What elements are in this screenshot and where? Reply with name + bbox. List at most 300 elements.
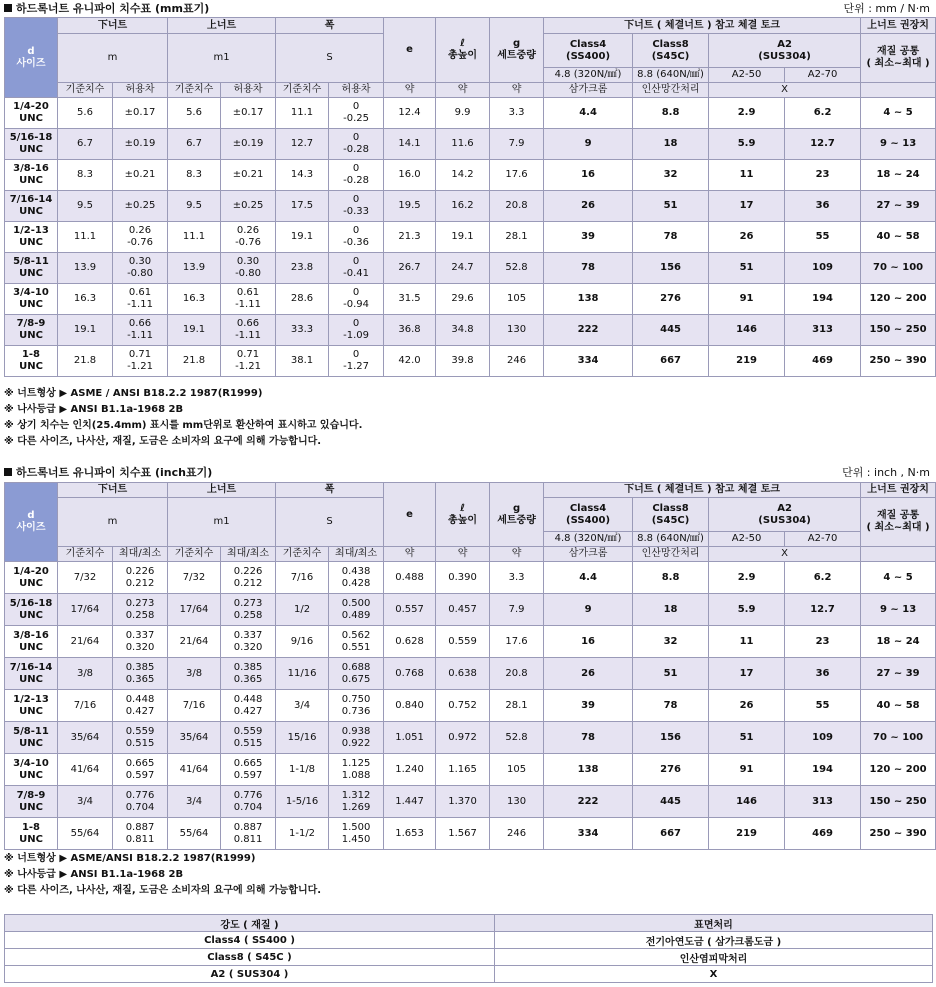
a2-70-torque-cell: 6.2 — [785, 98, 861, 129]
size-cell-bottom: UNC — [19, 833, 43, 845]
class8-torque-cell: 78 — [633, 222, 709, 253]
size-cell-top: 7/16-14 — [9, 661, 53, 673]
m1-tolerance-cell-top: 0.337 — [233, 629, 263, 641]
s-tolerance-cell-bottom: -1.27 — [343, 361, 369, 372]
m-tolerance-cell-bottom: -1.11 — [127, 330, 153, 341]
table-row — [5, 594, 936, 626]
size-cell-bottom: UNC — [19, 577, 43, 589]
a2-50-torque-cell: 219 — [709, 818, 785, 850]
s-tolerance-cell-top: 0.688 — [341, 661, 371, 673]
s-nominal-cell: 19.1 — [276, 222, 329, 253]
s-tolerance-cell — [329, 191, 384, 222]
width-header: 폭 — [276, 18, 384, 34]
size-cell — [5, 722, 58, 754]
set-weight-cell: 105 — [490, 284, 544, 315]
recommend-blank — [861, 547, 936, 562]
m1-nominal-cell: 19.1 — [168, 315, 221, 346]
size-cell — [5, 594, 58, 626]
total-height-cell: 39.8 — [436, 346, 490, 377]
size-cell — [5, 818, 58, 850]
size-cell-top: 7/8-9 — [16, 789, 46, 801]
m1-tolerance-cell-bottom: 0.811 — [233, 833, 263, 845]
s-tolerance-cell — [329, 690, 384, 722]
total-height-cell: 34.8 — [436, 315, 490, 346]
s-nominal-cell: 17.5 — [276, 191, 329, 222]
d-label: d — [27, 45, 35, 57]
s-tolerance-cell — [329, 129, 384, 160]
a2-50-torque-cell: 51 — [709, 722, 785, 754]
m-tolerance-cell-top: 0.66 — [128, 318, 152, 329]
size-cell-top: 1/2-13 — [13, 225, 49, 236]
g-symbol: g — [512, 502, 521, 514]
s-tolerance-cell — [329, 786, 384, 818]
material-common-label: 재질 공통 — [877, 510, 920, 521]
m1-tolerance-cell-bottom: -1.21 — [235, 361, 261, 372]
a2-50-torque-cell: 91 — [709, 284, 785, 315]
a2-50-torque-cell: 26 — [709, 690, 785, 722]
m-tolerance-cell-bottom: 0.212 — [125, 577, 155, 589]
set-weight-cell: 246 — [490, 818, 544, 850]
inch-unit-label: 단위 : inch , N·m — [842, 466, 930, 479]
class4-torque-cell: 26 — [544, 658, 633, 690]
e-cell: 26.7 — [384, 253, 436, 284]
m1-nominal-header: 기준치수 — [168, 83, 221, 98]
m-tolerance-cell-bottom: -0.80 — [127, 268, 153, 279]
class8-torque-cell: 667 — [633, 346, 709, 377]
class4-finish: 삼가크롬 — [544, 547, 633, 562]
m-tolerance-cell-bottom: 0.597 — [125, 769, 155, 781]
size-cell-top: 5/16-18 — [9, 132, 53, 143]
total-height-cell: 9.9 — [436, 98, 490, 129]
s-tolerance-cell — [329, 754, 384, 786]
m1-tolerance-cell-top: 0.448 — [233, 693, 263, 705]
class8-header — [633, 34, 709, 68]
m1-nominal-cell: 21/64 — [168, 626, 221, 658]
m1-nominal-cell: 7/16 — [168, 690, 221, 722]
m1-tolerance-cell-bottom: -0.76 — [235, 237, 261, 248]
recommend-torque-cell: 70 ~ 100 — [861, 722, 936, 754]
m-tolerance-cell-top: 0.273 — [125, 597, 155, 609]
s-tolerance-cell-bottom: -0.36 — [343, 237, 369, 248]
size-cell-top: 1-8 — [21, 349, 41, 360]
a2-header — [709, 498, 861, 532]
m1-tolerance-cell-bottom: 0.258 — [233, 609, 263, 621]
size-cell-top: 1/4-20 — [13, 565, 49, 577]
class8-torque-cell: 18 — [633, 594, 709, 626]
size-cell-bottom: UNC — [19, 206, 43, 217]
m1-nominal-cell: 13.9 — [168, 253, 221, 284]
class4-material: (SS400) — [566, 50, 611, 62]
m-nominal-cell: 6.7 — [58, 129, 113, 160]
m1-tolerance-cell — [221, 626, 276, 658]
total-height-cell: 0.972 — [436, 722, 490, 754]
s-tolerance-cell-bottom: -0.28 — [343, 175, 369, 186]
e-cell: 1.447 — [384, 786, 436, 818]
a2-50-header: A2-50 — [709, 532, 785, 547]
class8-label: Class8 — [652, 502, 689, 514]
s-tolerance-cell-bottom: 0.736 — [341, 705, 371, 717]
a2-70-torque-cell: 12.7 — [785, 129, 861, 160]
size-cell — [5, 690, 58, 722]
lower-nut-header: 下너트 — [58, 18, 168, 34]
s-tolerance-cell-bottom: 0.922 — [341, 737, 371, 749]
class8-torque-cell: 276 — [633, 284, 709, 315]
min-max-label: ( 최소~최대 ) — [866, 522, 930, 533]
size-cell — [5, 786, 58, 818]
m-nominal-cell: 35/64 — [58, 722, 113, 754]
class4-material: (SS400) — [566, 514, 611, 526]
height-header — [436, 483, 490, 547]
height-header — [436, 18, 490, 83]
s-tolerance-cell — [329, 818, 384, 850]
s-tolerance-cell-top: 0.938 — [341, 725, 371, 737]
s-tolerance-cell-top: 1.125 — [341, 757, 371, 769]
a2-70-torque-cell: 55 — [785, 690, 861, 722]
m-tolerance-cell-top: 0.337 — [125, 629, 155, 641]
m1-nominal-cell: 3/8 — [168, 658, 221, 690]
table-row — [5, 222, 936, 253]
recommend-torque-cell: 120 ~ 200 — [861, 284, 936, 315]
m1-tolerance-cell-top: 0.273 — [233, 597, 263, 609]
a2-70-torque-cell: 36 — [785, 191, 861, 222]
class8-torque-cell: 445 — [633, 786, 709, 818]
m1-maxmin-header: 최대/최소 — [221, 547, 276, 562]
class8-torque-cell: 445 — [633, 315, 709, 346]
class8-strength: 8.8 (640N/㎟) — [633, 532, 709, 547]
s-nominal-cell: 11/16 — [276, 658, 329, 690]
class8-label: Class8 — [652, 38, 689, 50]
e-cell: 12.4 — [384, 98, 436, 129]
a2-50-torque-cell: 11 — [709, 626, 785, 658]
size-cell — [5, 98, 58, 129]
s-tolerance-cell-bottom: 1.450 — [341, 833, 371, 845]
class8-header — [633, 498, 709, 532]
mm-unit-label: 단위 : mm / N·m — [843, 2, 930, 15]
s-nominal-cell: 12.7 — [276, 129, 329, 160]
m1-tolerance-cell — [221, 818, 276, 850]
class8-torque-cell: 18 — [633, 129, 709, 160]
m-tolerance-cell-top: 0.385 — [125, 661, 155, 673]
m-tolerance-cell-bottom: -1.21 — [127, 361, 153, 372]
m1-tolerance-cell-top: 0.30 — [236, 256, 260, 267]
a2-50-torque-cell: 17 — [709, 658, 785, 690]
m-tolerance-cell — [113, 690, 168, 722]
m-nominal-cell: 17/64 — [58, 594, 113, 626]
m-tolerance-cell-bottom: 0.365 — [125, 673, 155, 685]
total-height-cell: 0.752 — [436, 690, 490, 722]
square-bullet-icon — [4, 468, 12, 476]
m-tolerance-cell-top: 0.61 — [128, 287, 152, 298]
recommend-torque-cell: 250 ~ 390 — [861, 346, 936, 377]
size-cell — [5, 253, 58, 284]
e-cell: 0.488 — [384, 562, 436, 594]
m-tolerance-cell — [113, 346, 168, 377]
m-tolerance-cell-top: 0.26 — [128, 225, 152, 236]
s-nominal-cell: 11.1 — [276, 98, 329, 129]
weight-header — [490, 18, 544, 83]
a2-70-header: A2-70 — [785, 68, 861, 83]
m1-tolerance-header: 허용차 — [221, 83, 276, 98]
m1-tolerance-cell-bottom: 0.704 — [233, 801, 263, 813]
s-nominal-header: 기준치수 — [276, 547, 329, 562]
class8-torque-cell: 32 — [633, 160, 709, 191]
a2-material: (SUS304) — [758, 514, 811, 526]
a2-50-torque-cell: 26 — [709, 222, 785, 253]
m1-nominal-cell: 6.7 — [168, 129, 221, 160]
s-tolerance-cell — [329, 562, 384, 594]
m-tolerance-cell — [113, 253, 168, 284]
s-nominal-cell: 33.3 — [276, 315, 329, 346]
m-header: m — [58, 34, 168, 83]
size-cell-bottom: UNC — [19, 769, 43, 781]
s-tolerance-cell — [329, 98, 384, 129]
m-tolerance-cell-bottom: 0.811 — [125, 833, 155, 845]
a2-70-torque-cell: 6.2 — [785, 562, 861, 594]
m1-tolerance-cell-bottom: 0.212 — [233, 577, 263, 589]
size-cell-bottom: UNC — [19, 330, 43, 341]
s-tolerance-cell-top: 0 — [352, 287, 360, 298]
a2-50-torque-cell: 2.9 — [709, 562, 785, 594]
s-tolerance-cell-top: 0 — [352, 163, 360, 174]
a2-finish: X — [709, 547, 861, 562]
m1-tolerance-cell-top: 0.71 — [236, 349, 260, 360]
m1-tolerance-cell — [221, 562, 276, 594]
size-cell-bottom: UNC — [19, 268, 43, 279]
a2-50-header: A2-50 — [709, 68, 785, 83]
m1-tolerance-cell-bottom: 0.365 — [233, 673, 263, 685]
total-height-cell: 0.390 — [436, 562, 490, 594]
recommend-torque-cell: 70 ~ 100 — [861, 253, 936, 284]
m-nominal-cell: 16.3 — [58, 284, 113, 315]
table-row — [5, 818, 936, 850]
size-cell-bottom: UNC — [19, 113, 43, 124]
table-row — [5, 626, 936, 658]
s-nominal-cell: 1-1/2 — [276, 818, 329, 850]
m-nominal-header: 기준치수 — [58, 83, 113, 98]
class4-header — [544, 34, 633, 68]
treatment-cell: 인산염피막처리 — [495, 949, 933, 966]
m-nominal-cell: 11.1 — [58, 222, 113, 253]
mm-section-title — [4, 2, 209, 16]
a2-50-torque-cell: 51 — [709, 253, 785, 284]
m1-tolerance-cell-bottom: -1.11 — [235, 299, 261, 310]
m-tolerance-cell-top: 0.887 — [125, 821, 155, 833]
size-cell-top: 3/8-16 — [13, 163, 49, 174]
m1-nominal-cell: 7/32 — [168, 562, 221, 594]
table-row — [5, 949, 933, 966]
table-row — [5, 253, 936, 284]
m-tolerance-cell — [113, 222, 168, 253]
a2-70-torque-cell: 313 — [785, 786, 861, 818]
m1-header: m1 — [168, 498, 276, 547]
s-tolerance-cell — [329, 222, 384, 253]
torque-header: 下너트 ( 체결너트 ) 참고 체결 토크 — [544, 483, 861, 498]
total-height-cell: 1.567 — [436, 818, 490, 850]
m1-nominal-cell: 9.5 — [168, 191, 221, 222]
s-tolerance-cell-top: 0 — [352, 349, 360, 360]
s-tolerance-cell — [329, 284, 384, 315]
s-nominal-cell: 3/4 — [276, 690, 329, 722]
total-height-cell: 24.7 — [436, 253, 490, 284]
s-tolerance-cell-top: 0 — [352, 194, 360, 205]
m-tolerance-cell — [113, 284, 168, 315]
recommend-torque-cell: 250 ~ 390 — [861, 818, 936, 850]
table-row — [5, 562, 936, 594]
size-cell — [5, 346, 58, 377]
size-cell-top: 3/4-10 — [13, 287, 49, 298]
a2-label: A2 — [777, 38, 792, 50]
m-tolerance-cell — [113, 754, 168, 786]
size-cell-bottom: UNC — [19, 144, 43, 155]
total-height-cell: 11.6 — [436, 129, 490, 160]
set-weight-cell: 3.3 — [490, 562, 544, 594]
table-row — [5, 722, 936, 754]
g-approx-header: 약 — [490, 547, 544, 562]
s-tolerance-cell-bottom: 0.675 — [341, 673, 371, 685]
m1-tolerance-cell-bottom: 0.515 — [233, 737, 263, 749]
recommend-torque-cell: 4 ~ 5 — [861, 98, 936, 129]
m-tolerance-cell: ±0.17 — [113, 98, 168, 129]
total-height-cell: 0.559 — [436, 626, 490, 658]
material-common-label: 재질 공통 — [877, 46, 920, 57]
m1-tolerance-cell-bottom: 0.597 — [233, 769, 263, 781]
class8-finish: 인산망간처리 — [633, 547, 709, 562]
class4-torque-cell: 78 — [544, 253, 633, 284]
a2-70-torque-cell: 109 — [785, 253, 861, 284]
l-symbol: ℓ — [460, 502, 465, 514]
e-cell: 19.5 — [384, 191, 436, 222]
m-tolerance-cell — [113, 658, 168, 690]
m1-tolerance-cell-bottom: -0.80 — [235, 268, 261, 279]
m-nominal-cell: 5.6 — [58, 98, 113, 129]
m-nominal-cell: 7/32 — [58, 562, 113, 594]
a2-header — [709, 34, 861, 68]
size-cell-top: 1/4-20 — [13, 101, 49, 112]
s-maxmin-header: 최대/최소 — [329, 547, 384, 562]
class4-torque-cell: 39 — [544, 690, 633, 722]
m-nominal-cell: 55/64 — [58, 818, 113, 850]
s-nominal-cell: 7/16 — [276, 562, 329, 594]
s-tolerance-cell — [329, 626, 384, 658]
class4-torque-cell: 4.4 — [544, 98, 633, 129]
size-cell-top: 5/8-11 — [13, 725, 49, 737]
s-tolerance-cell-top: 0 — [352, 318, 360, 329]
note-line: ※ 나사등급 ▶ ANSI B1.1a-1968 2B — [4, 869, 184, 880]
m1-tolerance-cell — [221, 690, 276, 722]
table-row — [5, 129, 936, 160]
e-cell: 16.0 — [384, 160, 436, 191]
s-tolerance-cell-bottom: 0.489 — [341, 609, 371, 621]
a2-50-torque-cell: 11 — [709, 160, 785, 191]
m-tolerance-cell-bottom: 0.704 — [125, 801, 155, 813]
m-tolerance-cell-bottom: 0.515 — [125, 737, 155, 749]
class8-torque-cell: 8.8 — [633, 98, 709, 129]
m1-tolerance-cell — [221, 658, 276, 690]
a2-50-torque-cell: 2.9 — [709, 98, 785, 129]
m1-tolerance-cell-top: 0.665 — [233, 757, 263, 769]
s-tolerance-cell-bottom: 1.269 — [341, 801, 371, 813]
class8-torque-cell: 51 — [633, 658, 709, 690]
class4-finish: 삼가크롬 — [544, 83, 633, 98]
size-cell-top: 3/8-16 — [13, 629, 49, 641]
s-tolerance-cell-top: 0.500 — [341, 597, 371, 609]
size-cell-bottom: UNC — [19, 801, 43, 813]
note-line: ※ 너트형상 ▶ ASME/ANSI B18.2.2 1987(R1999) — [4, 853, 256, 864]
size-cell-top: 5/16-18 — [9, 597, 53, 609]
class8-torque-cell: 156 — [633, 722, 709, 754]
surface-treatment-table — [4, 914, 933, 983]
a2-material: (SUS304) — [758, 50, 811, 62]
s-tolerance-cell — [329, 722, 384, 754]
l-approx-header: 약 — [436, 83, 490, 98]
class8-finish: 인산망간처리 — [633, 83, 709, 98]
mm-title-text: 하드록너트 유니파이 치수표 (mm표기) — [16, 2, 210, 15]
s-header: S — [276, 498, 384, 547]
size-cell-bottom: UNC — [19, 609, 43, 621]
table-row — [5, 690, 936, 722]
s-tolerance-cell-top: 0 — [352, 256, 360, 267]
e-header: e — [384, 483, 436, 547]
s-nominal-cell: 1/2 — [276, 594, 329, 626]
inch-notes — [4, 851, 321, 899]
m-tolerance-cell — [113, 626, 168, 658]
size-cell-bottom: UNC — [19, 737, 43, 749]
e-cell: 0.557 — [384, 594, 436, 626]
set-weight-cell: 28.1 — [490, 690, 544, 722]
m-nominal-cell: 21/64 — [58, 626, 113, 658]
recommend-torque-cell: 40 ~ 58 — [861, 222, 936, 253]
class4-label: Class4 — [569, 38, 607, 50]
m1-nominal-cell: 11.1 — [168, 222, 221, 253]
class4-strength: 4.8 (320N/㎟) — [544, 68, 633, 83]
e-cell: 36.8 — [384, 315, 436, 346]
m-tolerance-cell-bottom: 0.427 — [125, 705, 155, 717]
e-cell: 0.628 — [384, 626, 436, 658]
recommend-torque-cell: 9 ~ 13 — [861, 129, 936, 160]
size-cell-bottom: UNC — [19, 361, 43, 372]
class8-torque-cell: 78 — [633, 690, 709, 722]
m-tolerance-cell — [113, 786, 168, 818]
s-tolerance-cell-bottom: -0.25 — [343, 113, 369, 124]
m-nominal-header: 기준치수 — [58, 547, 113, 562]
m1-nominal-cell: 41/64 — [168, 754, 221, 786]
set-weight-cell: 17.6 — [490, 160, 544, 191]
m-nominal-cell: 41/64 — [58, 754, 113, 786]
e-cell: 1.653 — [384, 818, 436, 850]
m-tolerance-cell: ±0.25 — [113, 191, 168, 222]
class8-torque-cell: 51 — [633, 191, 709, 222]
m1-tolerance-cell — [221, 284, 276, 315]
size-cell-top: 1-8 — [21, 821, 41, 833]
upper-nut-header: 上너트 — [168, 483, 276, 498]
s-tolerance-cell-bottom: -1.09 — [343, 330, 369, 341]
a2-70-torque-cell: 55 — [785, 222, 861, 253]
s-tolerance-cell — [329, 594, 384, 626]
s-tolerance-cell-bottom: 0.551 — [341, 641, 371, 653]
m-tolerance-cell-top: 0.71 — [128, 349, 152, 360]
m1-tolerance-cell: ±0.19 — [221, 129, 276, 160]
size-cell-bottom: UNC — [19, 673, 43, 685]
a2-70-torque-cell: 469 — [785, 346, 861, 377]
s-tolerance-cell-top: 0.438 — [341, 565, 371, 577]
lower-nut-header: 下너트 — [58, 483, 168, 498]
recommend-torque-cell: 9 ~ 13 — [861, 594, 936, 626]
total-height-cell: 1.165 — [436, 754, 490, 786]
recommend-torque-cell: 4 ~ 5 — [861, 562, 936, 594]
m1-nominal-header: 기준치수 — [168, 547, 221, 562]
e-cell: 14.1 — [384, 129, 436, 160]
s-tolerance-cell-top: 0 — [352, 225, 360, 236]
